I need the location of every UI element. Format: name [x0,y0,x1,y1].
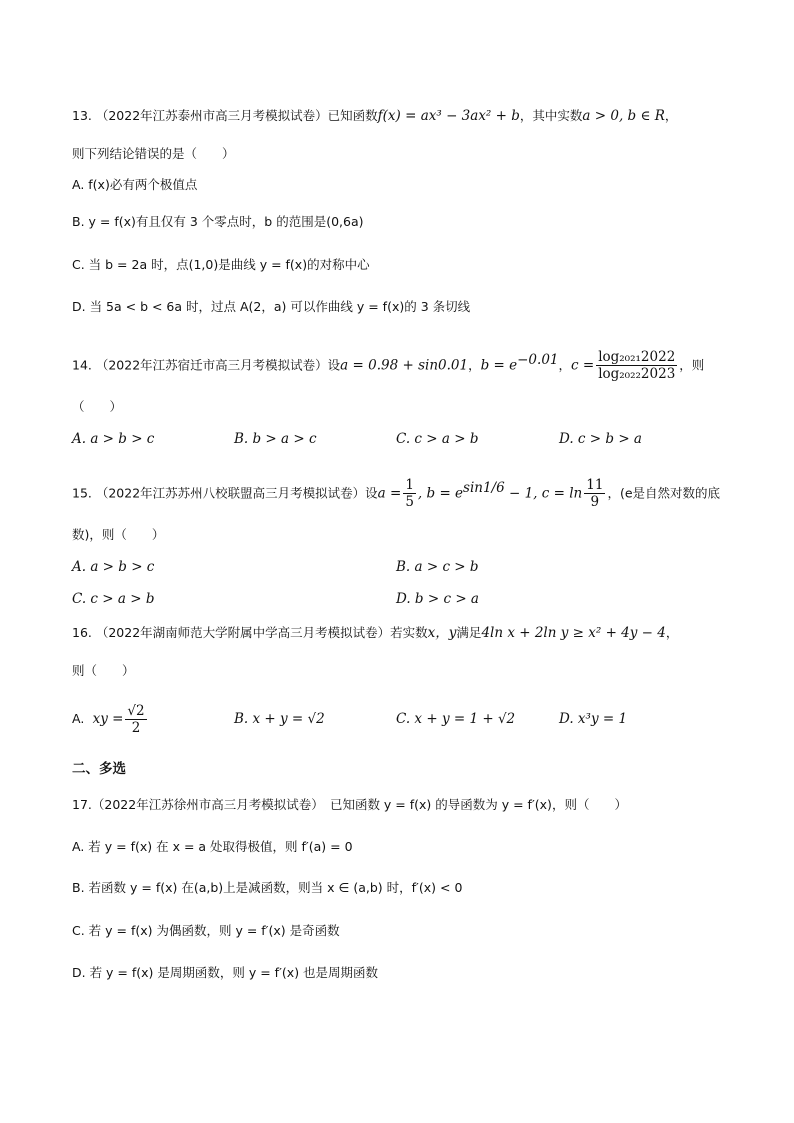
q16-options [72,700,734,740]
q16-option-a [72,700,149,739]
q13-stem-end: ， [664,108,678,123]
q15-c-numerator: 11 [586,477,604,494]
q17-option-d: D. 若 y = f(x) 是周期函数，则 y = f′(x) 也是周期函数 [72,965,379,980]
q14-c-fraction [596,349,677,382]
q17-option-c: C. 若 y = f(x) 为偶函数，则 y = f′(x) 是奇函数 [72,923,340,938]
q13-option-a: A. f(x)必有两个极值点 [72,177,198,192]
q15-option-d: D. b > c > a [396,591,479,607]
q14-b-exponent: −0.01 [517,352,559,368]
q16-option-a-lhs: xy = [92,711,124,727]
q13-option-d: D. 当 5a < b < 6a 时，过点 A(2，a) 可以作曲线 y = f(x)的 3 条切线 [72,299,471,314]
q16-option-d: D. x³y = 1 [559,711,628,727]
q15-option-b: B. a > c > b [396,559,479,575]
q15-stem-prefix: 15. （2022年江苏苏州八校联盟高三月考模拟试卷）设 [72,485,378,501]
q13-stem [72,107,734,126]
q14-option-a: A. a > b > c [72,431,155,447]
q15-option-c: C. c > a > b [72,591,155,607]
q14-c-numerator: log₂₀₂₁2022 [598,349,676,366]
q16-option-c: C. x + y = 1 + √2 [396,711,516,727]
q16-stem-mid: 满足 [456,625,482,640]
q14-option-d: D. c > b > a [559,431,642,447]
q17-stem: 17.（2022年江苏徐州市高三月考模拟试卷） 已知函数 y = f(x) 的导函数为 y = f′(x)，则（ ） [72,797,627,812]
q14-sep1: ， [468,357,481,373]
q13-option-c: C. 当 b = 2a 时，点(1,0)是曲线 y = f(x)的对称中心 [72,257,370,272]
q16-stem-end: ， [665,625,679,640]
q16-option-b: B. x + y = √2 [234,711,325,727]
q15-a-lhs: a = [377,485,402,502]
q15-c-denominator: 9 [590,494,600,511]
q16-option-a-label: A. [72,711,85,726]
q13-stem-mid: ，其中实数 [519,108,583,123]
q14-option-b: B. b > a > c [234,431,317,447]
q14-stem [72,343,734,383]
q15-b-part: , b = e [417,485,464,502]
q15-stem [72,470,734,512]
q15-a-denominator: 5 [405,494,414,511]
q15-b-exponent: sin1/6 [463,480,505,496]
q14-option-c: C. c > a > b [396,431,479,447]
q15-option-a: A. a > b > c [72,559,155,575]
q16-vars: x，y [427,625,457,641]
q17-option-b: B. 若函数 y = f(x) 在(a,b)上是减函数，则当 x ∈ (a,b) 时，f′(x) < 0 [72,880,463,895]
q13-condition: a > 0, b ∈ R [582,108,665,124]
q14-sep2: ， [558,357,572,373]
q13-stem-prefix: 13. （2022年江苏泰州市高三月考模拟试卷）已知函数 [72,108,378,123]
q15-stem-suffix: ，(e是自然对数的底 [607,485,721,501]
q14-a-expr: a = 0.98 + sin0.01 [340,357,469,374]
q16-option-a-fraction [125,703,146,736]
q16-option-a-denominator: 2 [131,720,141,736]
q15-a-fraction [403,477,416,510]
q13-function-expr: f(x) = ax³ − 3ax² + b [377,108,520,124]
q13-stem-line2: 则下列结论错误的是（ ） [72,146,235,161]
q15-c-fraction [584,477,605,510]
q14-c-lhs: c = [571,357,595,374]
q16-stem [72,624,734,643]
q15-b-tail: − 1, c = ln [504,485,583,502]
q15-a-numerator: 1 [405,477,414,494]
q15-stem-line2: 数)，则（ ） [72,527,165,542]
section-title-multi-choice: 二、多选 [72,761,126,777]
q17-option-a: A. 若 y = f(x) 在 x = a 处取得极值，则 f′(a) = 0 [72,839,353,854]
q16-inequality: 4ln x + 2ln y ≥ x² + 4y − 4 [481,625,666,641]
q14-paren: （ ） [72,399,123,414]
q16-stem-line2: 则（ ） [72,663,135,678]
q16-stem-prefix: 16. （2022年湖南师范大学附属中学高三月考模拟试卷）若实数 [72,625,428,640]
q14-stem-suffix: ，则 [679,357,705,373]
q16-option-a-numerator: √2 [127,703,145,719]
q13-option-b: B. y = f(x)有且仅有 3 个零点时，b 的范围是(0,6a) [72,214,364,229]
q14-stem-prefix: 14. （2022年江苏宿迁市高三月考模拟试卷）设 [72,357,341,373]
q14-b-expr: b = e [480,357,518,374]
q14-c-denominator: log₂₀₂₂2023 [598,366,676,383]
